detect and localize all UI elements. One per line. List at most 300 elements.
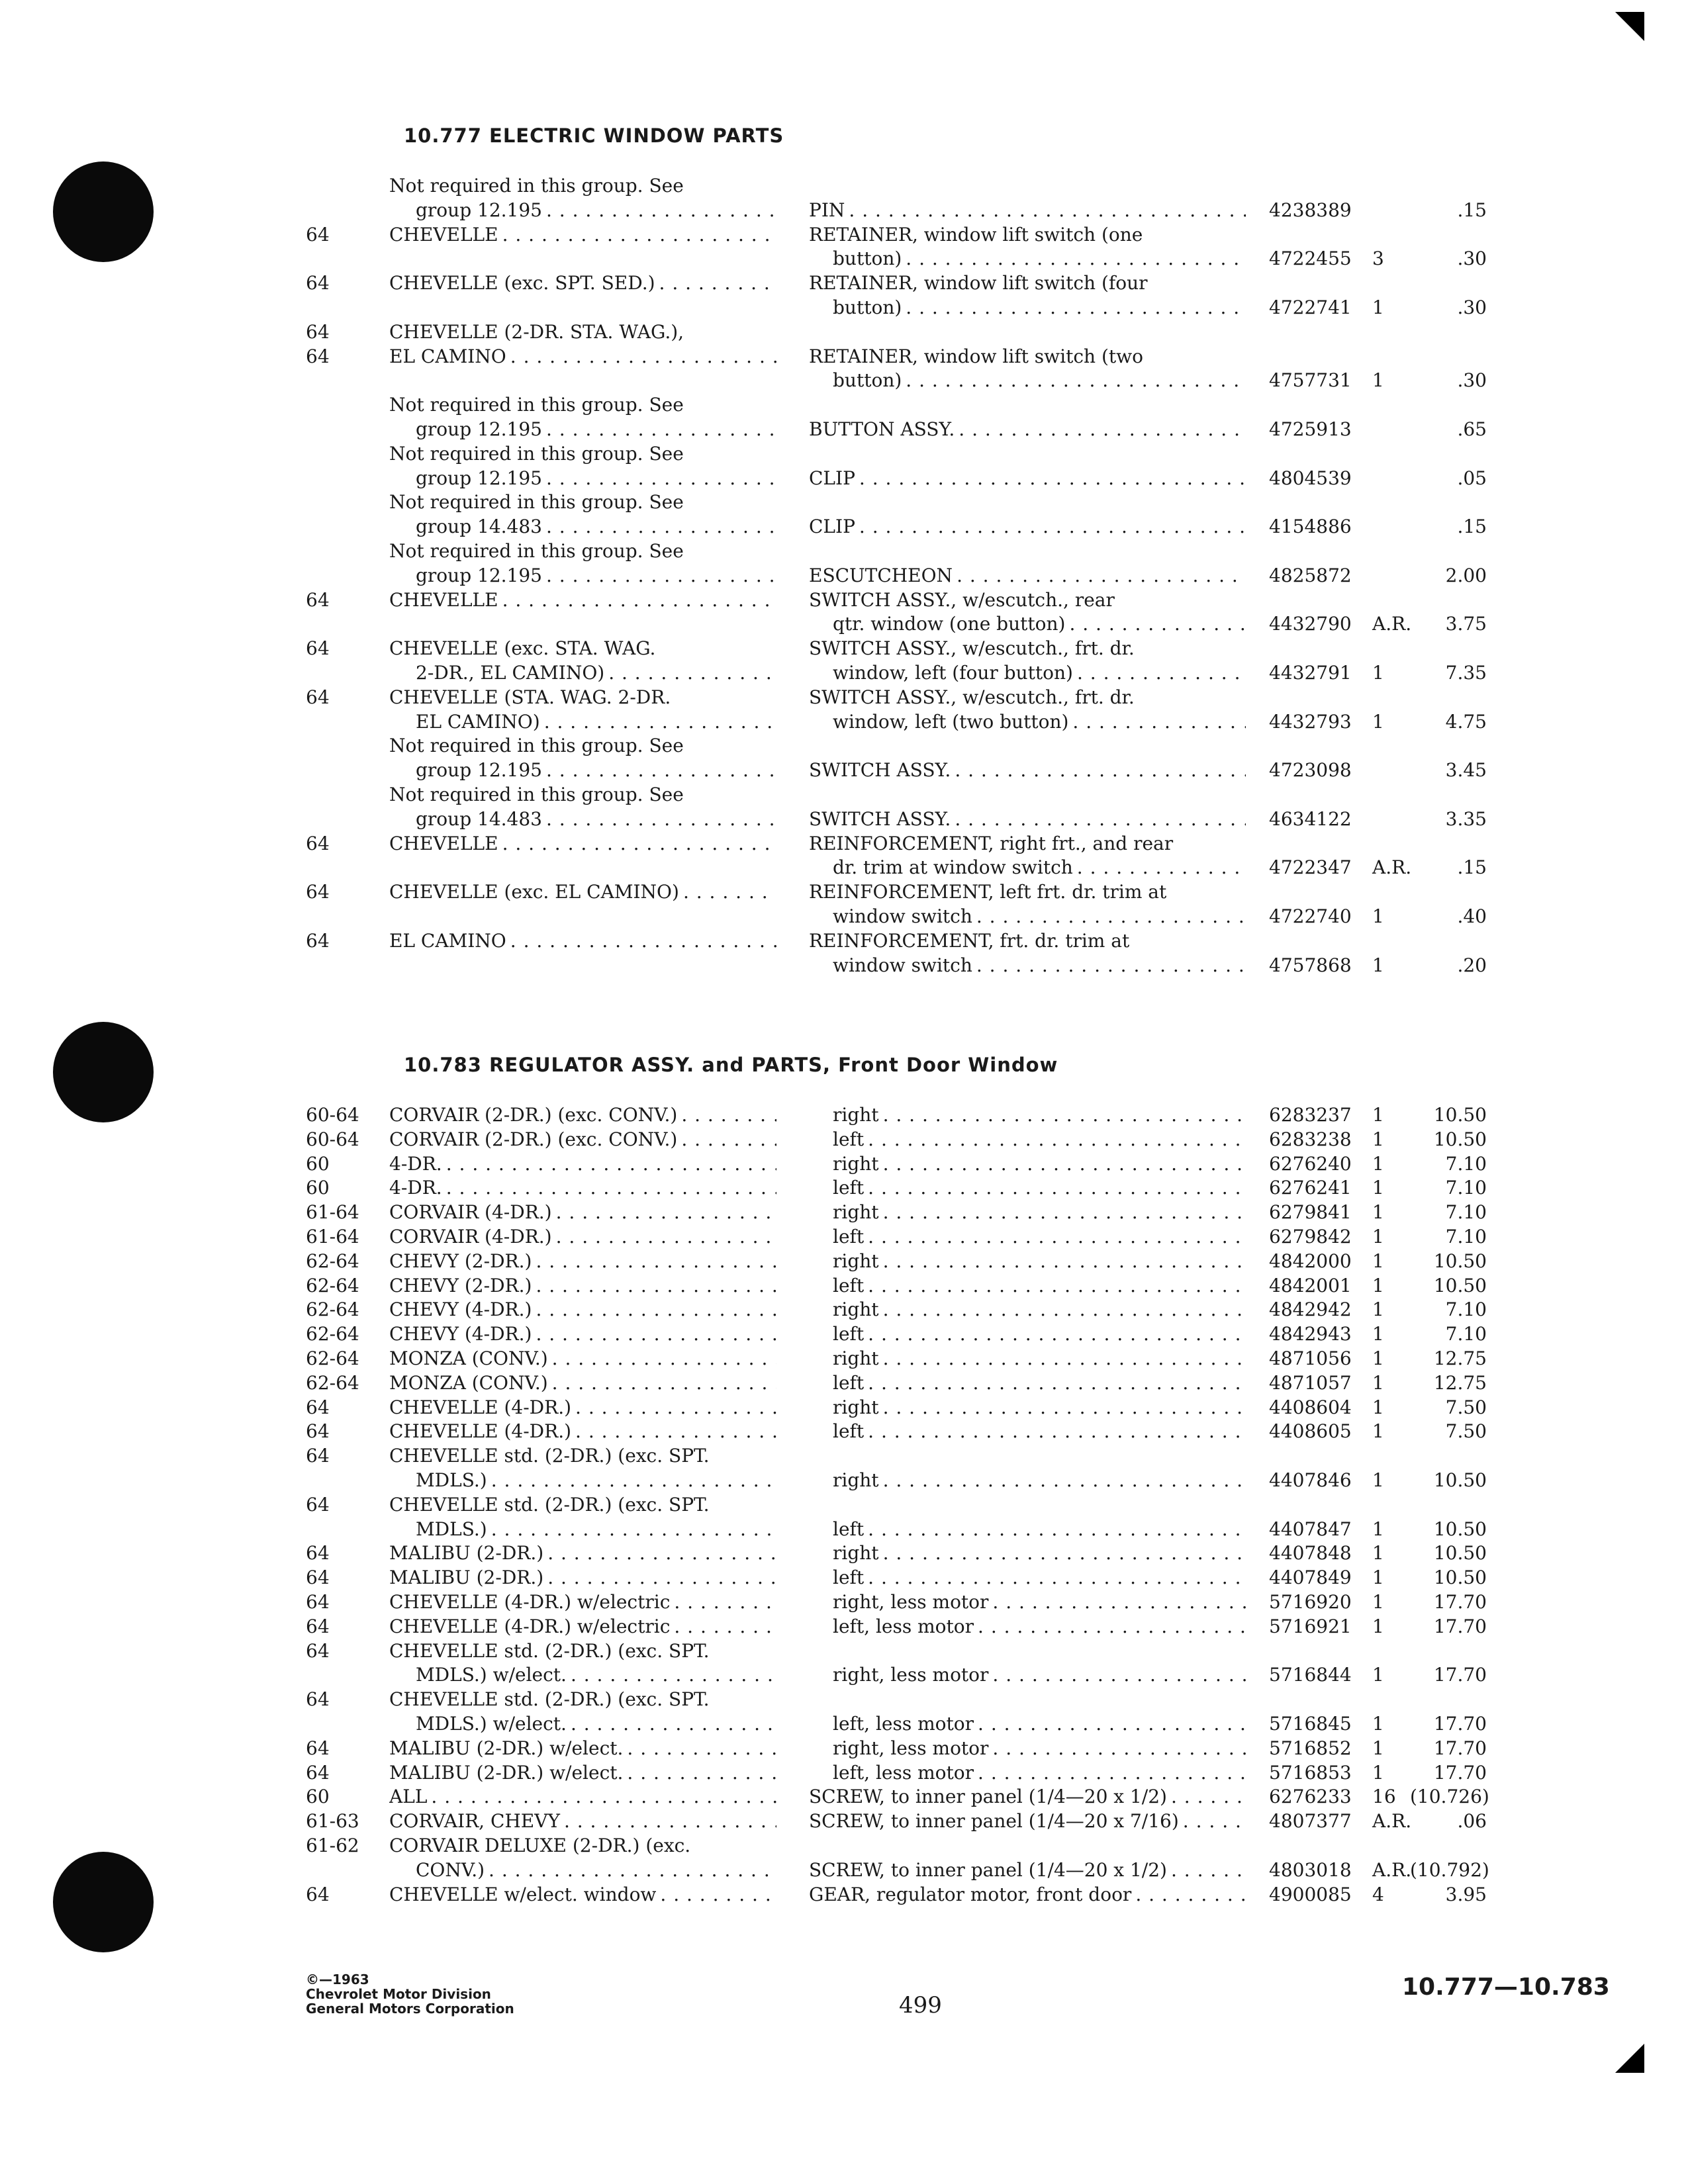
model-description-text: MDLS.) w/elect. <box>416 1712 567 1735</box>
division-line: Chevrolet Motor Division <box>306 1986 491 2002</box>
model-year: 64 <box>306 1420 330 1443</box>
part-name <box>809 1785 1246 1809</box>
dot-leader <box>542 467 776 491</box>
parts-row <box>0 1250 1688 1274</box>
parts-row <box>0 1737 1688 1761</box>
part-name <box>809 223 1246 248</box>
part-name-text: right <box>833 1104 879 1126</box>
part-name-text: left <box>833 1177 865 1199</box>
model-year: 61-63 <box>306 1810 359 1833</box>
model-description <box>416 1858 776 1883</box>
part-number: 4871056 <box>1269 1347 1352 1369</box>
model-description-text: ALL <box>389 1786 428 1808</box>
model-description <box>416 418 776 442</box>
page-number: 499 <box>899 1992 942 2019</box>
model-description-text: CHEVELLE std. (2-DR.) (exc. SPT. <box>389 1493 710 1516</box>
part-number: 4722740 <box>1269 905 1352 927</box>
part-name-text: BUTTON ASSY. <box>809 418 955 440</box>
quantity: 1 <box>1372 1420 1384 1443</box>
quantity: 1 <box>1372 1396 1384 1418</box>
model-description <box>389 1883 776 1907</box>
part-name <box>833 710 1246 735</box>
model-year: 60 <box>306 1177 330 1199</box>
part-name <box>833 1663 1246 1688</box>
dot-leader <box>951 758 1246 783</box>
part-name-text: PIN <box>809 199 845 221</box>
dot-leader <box>498 832 776 856</box>
dot-leader <box>540 710 776 735</box>
dot-leader <box>542 807 776 832</box>
price: (10.792) <box>1410 1858 1489 1881</box>
regulator-parts-list <box>0 1103 1688 1907</box>
part-name <box>833 1250 1246 1274</box>
model-description-text: MDLS.) <box>416 1469 487 1491</box>
quantity: 1 <box>1372 1371 1384 1394</box>
model-description-text: CHEVY (2-DR.) <box>389 1250 532 1272</box>
model-year: 64 <box>306 345 330 367</box>
part-name <box>809 467 1246 491</box>
model-description <box>416 515 776 539</box>
part-name <box>833 1615 1246 1639</box>
part-name-text: REINFORCEMENT, right frt., and rear <box>809 832 1174 854</box>
model-description-text: 4-DR. <box>389 1152 442 1175</box>
parts-row <box>0 1103 1688 1128</box>
dot-leader <box>677 1128 776 1152</box>
part-name <box>809 1809 1246 1834</box>
parts-row <box>0 1322 1688 1347</box>
part-name <box>809 686 1246 710</box>
part-name-text: RETAINER, window lift switch (four <box>809 272 1148 295</box>
model-description-text: group 12.195 <box>416 467 542 489</box>
part-name-text: left <box>833 1274 865 1297</box>
price: 17.70 <box>1433 1712 1487 1735</box>
part-number: 4238389 <box>1269 199 1352 221</box>
model-description <box>389 1201 776 1225</box>
quantity: 1 <box>1372 710 1384 733</box>
part-name <box>809 588 1246 613</box>
quantity: 1 <box>1372 1201 1384 1224</box>
model-year: 60-64 <box>306 1128 359 1150</box>
dot-leader <box>864 1322 1246 1347</box>
dot-leader <box>532 1322 776 1347</box>
part-name <box>833 1420 1246 1444</box>
dot-leader <box>487 1518 776 1542</box>
parts-row <box>0 954 1688 978</box>
dot-leader <box>543 1566 776 1590</box>
section-title-regulator: 10.783 REGULATOR ASSY. and PARTS, Front Door Window <box>404 1054 1058 1076</box>
model-description-text: group 14.483 <box>416 516 542 538</box>
parts-row <box>0 1225 1688 1250</box>
dot-leader <box>974 1712 1246 1737</box>
model-description-text: CHEVELLE (4-DR.) <box>389 1396 572 1418</box>
quantity: 1 <box>1372 296 1384 318</box>
dot-leader <box>679 880 776 905</box>
dot-leader <box>855 515 1246 539</box>
model-description <box>389 637 776 661</box>
parts-row <box>0 1298 1688 1322</box>
part-number: 6276241 <box>1269 1177 1352 1199</box>
model-description <box>389 1688 776 1712</box>
part-name <box>833 1103 1246 1128</box>
dot-leader <box>623 1761 776 1786</box>
dot-leader <box>548 1371 776 1396</box>
price: .15 <box>1457 199 1487 221</box>
part-number: 4407847 <box>1269 1518 1352 1540</box>
model-description-text: CHEVELLE (4-DR.) <box>389 1420 572 1443</box>
model-description <box>416 199 776 223</box>
part-name-text: left <box>833 1567 865 1589</box>
dot-leader <box>655 271 776 296</box>
dot-leader <box>442 1176 776 1201</box>
price: 7.50 <box>1445 1396 1487 1418</box>
part-number: 5716845 <box>1269 1712 1352 1735</box>
part-name <box>833 1371 1246 1396</box>
part-number: 4432793 <box>1269 710 1352 733</box>
parts-row <box>0 1541 1688 1566</box>
part-number: 4408605 <box>1269 1420 1352 1443</box>
model-description <box>389 1225 776 1250</box>
model-description <box>389 1444 776 1469</box>
quantity: 1 <box>1372 661 1384 684</box>
dot-leader <box>1073 856 1246 880</box>
part-name <box>833 1201 1246 1225</box>
price: 7.50 <box>1445 1420 1487 1443</box>
model-description <box>389 393 776 418</box>
parts-row <box>0 1128 1688 1152</box>
parts-row <box>0 929 1688 954</box>
part-name <box>833 1518 1246 1542</box>
part-name-text: right <box>833 1298 879 1321</box>
model-description-text: CHEVELLE std. (2-DR.) (exc. SPT. <box>389 1639 710 1662</box>
price: 10.50 <box>1433 1567 1487 1589</box>
model-description-text: CHEVELLE (2-DR. STA. WAG.), <box>389 320 684 343</box>
parts-row <box>0 1663 1688 1688</box>
quantity: 1 <box>1372 1761 1384 1784</box>
parts-row <box>0 296 1688 320</box>
part-name-text: left, less motor <box>833 1712 974 1735</box>
model-year: 64 <box>306 1737 330 1759</box>
parts-row <box>0 393 1688 418</box>
dot-leader <box>532 1274 776 1298</box>
price: .30 <box>1457 248 1487 270</box>
part-number: 4757731 <box>1269 369 1352 392</box>
quantity: 16 <box>1372 1786 1396 1808</box>
parts-row <box>0 1883 1688 1907</box>
model-description-text: CORVAIR (2-DR.) (exc. CONV.) <box>389 1104 678 1126</box>
model-description <box>389 929 776 954</box>
quantity: 1 <box>1372 1590 1384 1613</box>
part-number: 5716844 <box>1269 1664 1352 1686</box>
quantity: 1 <box>1372 1518 1384 1540</box>
part-number: 6279841 <box>1269 1201 1352 1224</box>
part-name-text: SCREW, to inner panel (1/4—20 x 7/16) <box>809 1810 1179 1833</box>
model-description <box>389 539 776 564</box>
model-year: 64 <box>306 1883 330 1905</box>
model-description <box>389 1298 776 1322</box>
parts-row <box>0 1152 1688 1177</box>
quantity: 1 <box>1372 1737 1384 1759</box>
model-year: 64 <box>306 881 330 903</box>
dot-leader <box>972 905 1246 929</box>
model-description-text: MALIBU (2-DR.) w/elect. <box>389 1761 624 1784</box>
part-name-text: left <box>833 1420 865 1443</box>
part-name <box>833 1152 1246 1177</box>
part-number: 6279842 <box>1269 1225 1352 1248</box>
part-name <box>833 1566 1246 1590</box>
part-name <box>833 1541 1246 1566</box>
model-year: 64 <box>306 1396 330 1418</box>
parts-row <box>0 1712 1688 1737</box>
model-description-text: CONV.) <box>416 1858 485 1881</box>
price: .05 <box>1457 467 1487 489</box>
parts-row <box>0 856 1688 880</box>
dot-leader <box>879 1103 1246 1128</box>
part-number: 4407849 <box>1269 1567 1352 1589</box>
dot-leader <box>902 247 1246 271</box>
model-description-text: CORVAIR (2-DR.) (exc. CONV.) <box>389 1128 678 1150</box>
part-number: 4757868 <box>1269 954 1352 976</box>
price: 3.45 <box>1445 759 1487 782</box>
dot-leader <box>864 1371 1246 1396</box>
price: 17.70 <box>1433 1590 1487 1613</box>
parts-row <box>0 223 1688 248</box>
dot-leader <box>571 1396 776 1420</box>
part-name <box>809 1883 1246 1907</box>
model-year: 64 <box>306 588 330 611</box>
part-name-text: SWITCH ASSY., w/escutch., frt. dr. <box>809 686 1135 708</box>
part-name <box>833 905 1246 929</box>
dot-leader <box>442 1152 776 1177</box>
model-description <box>389 223 776 248</box>
part-number: 4871057 <box>1269 1371 1352 1394</box>
parts-row <box>0 1615 1688 1639</box>
part-number: 4634122 <box>1269 807 1352 830</box>
price: 3.35 <box>1445 807 1487 830</box>
part-name <box>833 1712 1246 1737</box>
dot-leader <box>542 418 776 442</box>
part-name <box>809 345 1246 369</box>
parts-row <box>0 199 1688 223</box>
part-name-text: right <box>833 1469 879 1491</box>
dot-leader <box>864 1128 1246 1152</box>
part-name <box>809 418 1246 442</box>
dot-leader <box>542 515 776 539</box>
parts-row <box>0 515 1688 539</box>
model-year: 64 <box>306 1542 330 1565</box>
part-name-text: button) <box>833 296 902 318</box>
model-description <box>416 807 776 832</box>
model-year: 62-64 <box>306 1323 359 1345</box>
part-name-text: left, less motor <box>833 1761 974 1784</box>
quantity: 1 <box>1372 1128 1384 1150</box>
model-description <box>389 832 776 856</box>
part-name-text: right, less motor <box>833 1737 989 1759</box>
dot-leader <box>879 1347 1246 1371</box>
part-name-text: CLIP <box>809 516 855 538</box>
dot-leader <box>974 1615 1246 1639</box>
dot-leader <box>542 199 776 223</box>
part-name-text: right <box>833 1152 879 1175</box>
price: (10.726) <box>1410 1786 1489 1808</box>
part-number: 4842000 <box>1269 1250 1352 1272</box>
dot-leader <box>571 1420 776 1444</box>
quantity: A.R. <box>1372 613 1412 635</box>
parts-row <box>0 758 1688 783</box>
model-description-text: EL CAMINO <box>389 929 506 952</box>
part-name <box>809 515 1246 539</box>
parts-row <box>0 1493 1688 1518</box>
part-number: 4432790 <box>1269 613 1352 635</box>
part-number: 4407848 <box>1269 1542 1352 1565</box>
part-name-text: left <box>833 1371 865 1394</box>
model-description <box>389 1834 776 1858</box>
part-number: 5716852 <box>1269 1737 1352 1759</box>
dot-leader <box>955 418 1246 442</box>
model-description <box>389 1785 776 1809</box>
parts-row <box>0 1639 1688 1664</box>
price: 7.10 <box>1445 1323 1487 1345</box>
parts-row <box>0 467 1688 491</box>
price: .15 <box>1457 856 1487 879</box>
model-description <box>389 1274 776 1298</box>
parts-row <box>0 1858 1688 1883</box>
dot-leader <box>879 1250 1246 1274</box>
electric-window-parts-list <box>0 174 1688 978</box>
part-name-text: right <box>833 1396 879 1418</box>
model-year: 64 <box>306 320 330 343</box>
model-year: 64 <box>306 223 330 246</box>
model-description-text: CHEVELLE (exc. SPT. SED.) <box>389 272 655 295</box>
model-description-text: MONZA (CONV.) <box>389 1371 548 1394</box>
dot-leader <box>1179 1809 1246 1834</box>
dot-leader <box>498 223 776 248</box>
quantity: 1 <box>1372 1615 1384 1637</box>
model-year: 64 <box>306 832 330 854</box>
part-name-text: window switch <box>833 905 972 927</box>
dot-leader <box>879 1201 1246 1225</box>
price: 7.35 <box>1445 661 1487 684</box>
model-description-text: Not required in this group. See <box>389 175 684 197</box>
part-name <box>833 1469 1246 1493</box>
part-number: 4432791 <box>1269 661 1352 684</box>
dot-leader <box>498 588 776 613</box>
model-description-text: MDLS.) w/elect. <box>416 1664 567 1686</box>
model-description-text: CHEVELLE (4-DR.) w/electric <box>389 1615 671 1637</box>
model-description <box>389 1103 776 1128</box>
dot-leader <box>604 661 776 686</box>
quantity: A.R. <box>1372 1858 1412 1881</box>
model-year: 64 <box>306 1639 330 1662</box>
quantity: 1 <box>1372 1347 1384 1369</box>
model-description-text: Not required in this group. See <box>389 442 684 465</box>
model-year: 64 <box>306 1590 330 1613</box>
model-description <box>389 588 776 613</box>
part-name-text: RETAINER, window lift switch (one <box>809 223 1143 246</box>
dot-leader <box>487 1469 776 1493</box>
part-name <box>833 856 1246 880</box>
part-number: 4803018 <box>1269 1858 1352 1881</box>
model-description <box>389 1322 776 1347</box>
model-description-text: CHEVELLE (exc. EL CAMINO) <box>389 881 679 903</box>
dot-leader <box>1065 612 1246 637</box>
part-name-text: button) <box>833 248 902 270</box>
parts-row <box>0 1590 1688 1615</box>
parts-row <box>0 1785 1688 1809</box>
part-number: 4825872 <box>1269 564 1352 586</box>
part-name-text: window switch <box>833 954 972 976</box>
model-description-text: CHEVELLE std. (2-DR.) (exc. SPT. <box>389 1445 710 1467</box>
price: .06 <box>1457 1810 1487 1833</box>
model-description-text: MDLS.) <box>416 1518 487 1540</box>
model-year: 64 <box>306 929 330 952</box>
part-name <box>833 247 1246 271</box>
part-name-text: RETAINER, window lift switch (two <box>809 345 1143 367</box>
dot-leader <box>972 954 1246 978</box>
price: 7.10 <box>1445 1201 1487 1224</box>
dot-leader <box>567 1663 776 1688</box>
model-description <box>389 1250 776 1274</box>
parts-row <box>0 1176 1688 1201</box>
price: .65 <box>1457 418 1487 440</box>
model-description <box>389 1809 776 1834</box>
price: 10.50 <box>1433 1250 1487 1272</box>
dot-leader <box>567 1712 776 1737</box>
dot-leader <box>656 1883 776 1907</box>
section-title-electric-window: 10.777 ELECTRIC WINDOW PARTS <box>404 124 784 147</box>
dot-leader <box>879 1396 1246 1420</box>
part-name <box>809 271 1246 296</box>
price: 10.50 <box>1433 1469 1487 1491</box>
parts-row <box>0 807 1688 832</box>
model-description <box>389 271 776 296</box>
part-name <box>833 1761 1246 1786</box>
model-description-text: Not required in this group. See <box>389 783 684 805</box>
parts-row <box>0 1518 1688 1542</box>
part-number: 4842943 <box>1269 1323 1352 1345</box>
part-name-text: left <box>833 1323 865 1345</box>
part-name <box>809 880 1246 905</box>
price: 10.50 <box>1433 1274 1487 1297</box>
dot-leader <box>677 1103 776 1128</box>
corner-mark-top <box>1615 12 1644 41</box>
dot-leader <box>864 1274 1246 1298</box>
dot-leader <box>506 345 776 369</box>
model-year: 62-64 <box>306 1298 359 1321</box>
model-description <box>389 1128 776 1152</box>
model-description <box>389 1541 776 1566</box>
quantity: A.R. <box>1372 856 1412 879</box>
part-name <box>833 1176 1246 1201</box>
model-year: 64 <box>306 272 330 295</box>
model-year: 64 <box>306 1445 330 1467</box>
part-number: 5716853 <box>1269 1761 1352 1784</box>
part-name <box>833 1298 1246 1322</box>
parts-row <box>0 1396 1688 1420</box>
quantity: 1 <box>1372 1712 1384 1735</box>
part-name-text: GEAR, regulator motor, front door <box>809 1883 1132 1905</box>
model-description <box>389 1396 776 1420</box>
part-number: 5716920 <box>1269 1590 1352 1613</box>
model-year: 64 <box>306 637 330 660</box>
part-name-text: SCREW, to inner panel (1/4—20 x 1/2) <box>809 1858 1167 1881</box>
model-description-text: Not required in this group. See <box>389 394 684 416</box>
parts-row <box>0 686 1688 710</box>
corner-mark-bottom <box>1615 2044 1644 2073</box>
model-description <box>389 1737 776 1761</box>
part-number: 4154886 <box>1269 516 1352 538</box>
part-number: 5716921 <box>1269 1615 1352 1637</box>
part-name-text: SWITCH ASSY. <box>809 807 951 830</box>
